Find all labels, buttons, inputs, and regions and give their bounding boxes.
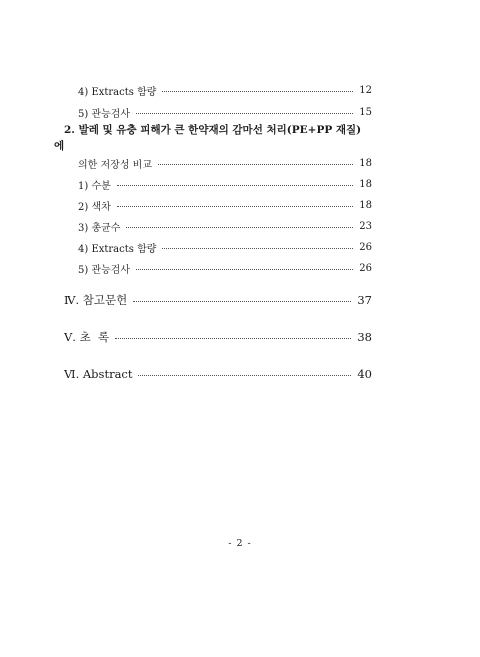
toc-entry-page: 40 — [357, 367, 372, 381]
toc-entry-label: 의한 저장성 비교 — [78, 159, 152, 171]
toc-entry-label: 3) 총균수 — [78, 222, 121, 234]
toc-chapter-entry — [64, 292, 372, 308]
toc-entry-page: 15 — [359, 106, 372, 118]
toc-leader — [115, 338, 351, 339]
toc-entry-label: 5) 관능검사 — [78, 264, 131, 276]
toc-leader — [117, 206, 354, 207]
page-number: - 2 - — [228, 538, 252, 549]
toc-entry — [78, 82, 372, 98]
toc-entry — [78, 176, 372, 192]
toc-chapter-entry — [64, 366, 372, 382]
toc-entry-label: 5) 관능검사 — [78, 108, 131, 120]
toc-entry-label: 4) Extracts 함량 — [78, 86, 157, 98]
toc-entry-label: 1) 수분 — [78, 180, 111, 192]
toc-leader — [133, 301, 351, 302]
toc-entry — [78, 104, 372, 120]
toc-chapter-entry — [64, 329, 372, 345]
toc-entry — [78, 239, 372, 255]
toc-entry-page: 26 — [359, 241, 372, 253]
toc-entry-label: Ⅴ. 초 록 — [64, 330, 110, 344]
toc-leader — [162, 248, 353, 249]
toc-entry — [78, 260, 372, 276]
toc-leader — [126, 227, 353, 228]
toc-entry-page: 37 — [357, 293, 372, 307]
toc-leader — [138, 375, 351, 376]
toc-leader — [117, 185, 354, 186]
toc-entry-label: Ⅵ. Abstract — [64, 367, 133, 381]
toc-leader — [158, 164, 353, 165]
toc-entry — [78, 197, 372, 213]
toc-entry-page: 38 — [357, 330, 372, 344]
toc-entry-page: 26 — [359, 262, 372, 274]
toc-entry-page: 18 — [359, 178, 372, 190]
toc-entry-label: 4) Extracts 함량 — [78, 243, 157, 255]
toc-entry-label: Ⅳ. 참고문헌 — [64, 293, 128, 307]
toc-leader — [162, 91, 353, 92]
toc-section-heading-wrap: 에 — [54, 140, 65, 152]
toc-leader — [136, 113, 353, 114]
toc-entry — [78, 218, 372, 234]
toc-entry — [78, 155, 372, 171]
toc-entry-page: 23 — [359, 220, 372, 232]
toc-entry-page: 18 — [359, 157, 372, 169]
toc-entry-page: 18 — [359, 199, 372, 211]
toc-entry-page: 12 — [359, 84, 372, 96]
toc-entry-label: 2) 색차 — [78, 201, 111, 213]
toc-section-heading: 2. 발레 및 유충 피해가 큰 한약재의 감마선 처리(PE+PP 재질) — [64, 124, 362, 136]
toc-leader — [136, 269, 353, 270]
